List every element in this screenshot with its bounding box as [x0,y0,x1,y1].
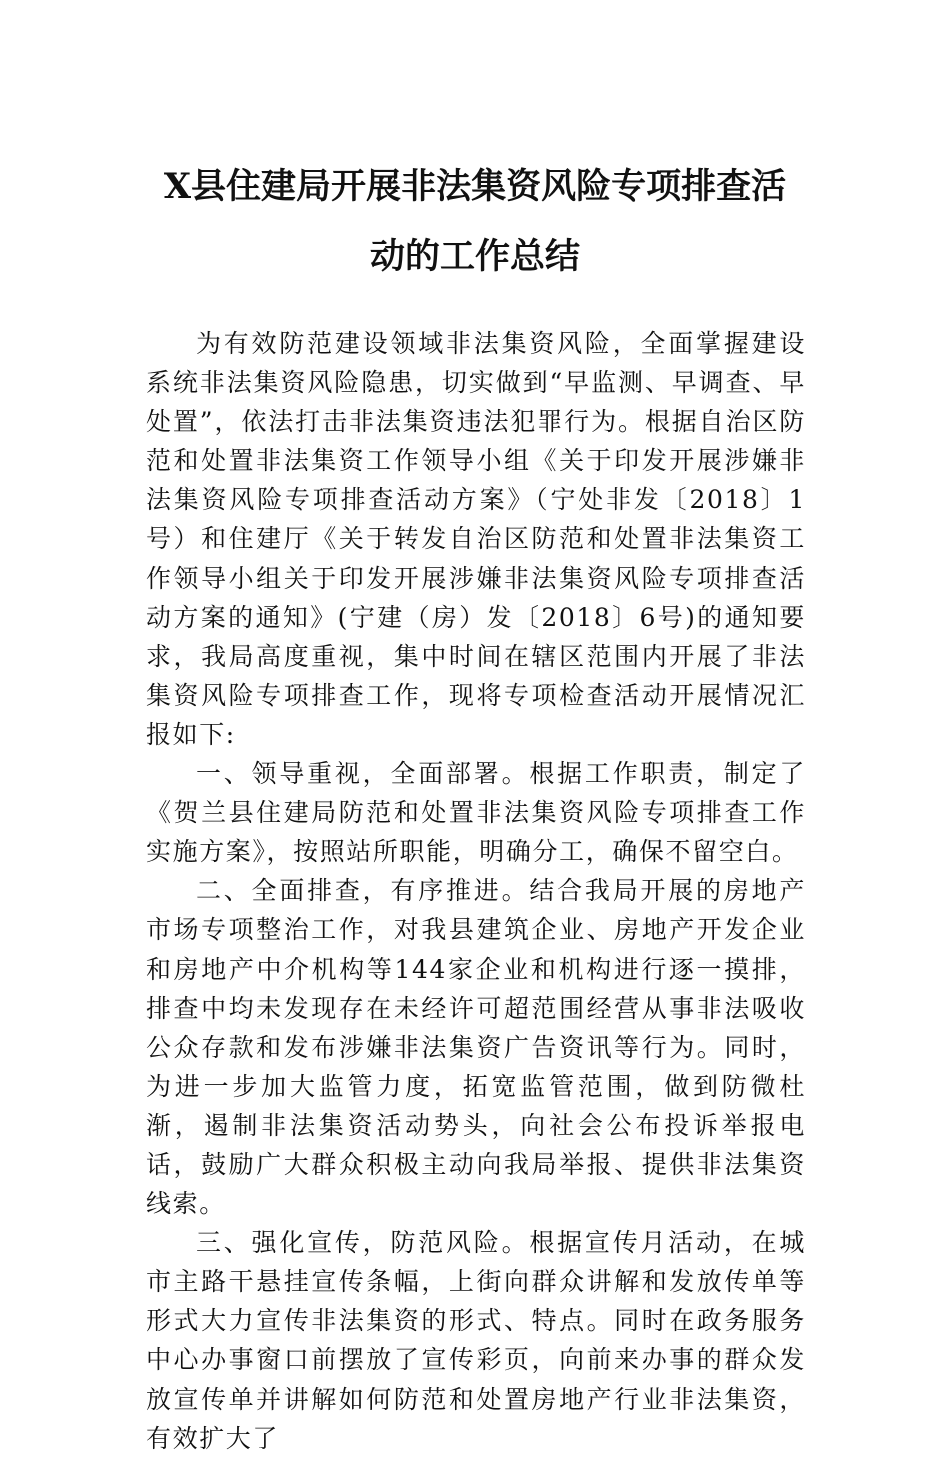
document-title-line-2: 动的工作总结 [369,236,580,277]
paragraph-section-3: 三、强化宣传，防范风险。根据宣传月活动，在城市主路干悬挂宣传条幅，上街向群众讲解和发放传单等形式大力宣传非法集资的形式、特点。同时在政务服务中心办事窗口前摆放了宣传彩页，向前来办事的群众发放宣传单并讲解如何防范和处置房地产行业非法集资，有效扩大了 [146,1228,806,1453]
paragraph-section-1: 一、领导重视，全面部署。根据工作职责，制定了《贺兰县住建局防范和处置非法集资风险专项排查工作实施方案》，按照站所职能，明确分工，确保不留空白。 [146,759,806,867]
document-body [146,324,806,1458]
paragraph-intro: 为有效防范建设领域非法集资风险，全面掌握建设系统非法集资风险隐患，切实做到“早监测、早调查、早处置”，依法打击非法集资违法犯罪行为。根据自治区防范和处置非法集资工作领导小组《关于印发开展涉嫌非法集资风险专项排查活动方案》（宁处非发〔2018〕1号）和住建厅《关于转发自治区防范和处置非法集资工作领导小组关于印发开展涉嫌非法集资风险专项排查活动方案的通知》(宁建（房）发〔2018〕6号)的通知要求，我局高度重视，集中时间在辖区范围内开展了非法集资风险专项排查工作，现将专项检查活动开展情况汇报如下: [146,329,806,749]
document-title [146,152,804,292]
paragraph-section-2: 二、全面排查，有序推进。结合我局开展的房地产市场专项整治工作，对我县建筑企业、房地产开发企业和房地产中介机构等144家企业和机构进行逐一摸排，排查中均未发现存在未经许可超范围经营从事非法吸收公众存款和发布涉嫌非法集资广告资讯等行为。同时，为进一步加大监管力度，拓宽监管范围，做到防微杜渐，遏制非法集资活动势头，向社会公布投诉举报电话，鼓励广大群众积极主动向我局举报、提供非法集资线索。 [146,876,806,1219]
document-title-line-1: X县住建局开展非法集资风险专项排查活 [163,166,787,207]
